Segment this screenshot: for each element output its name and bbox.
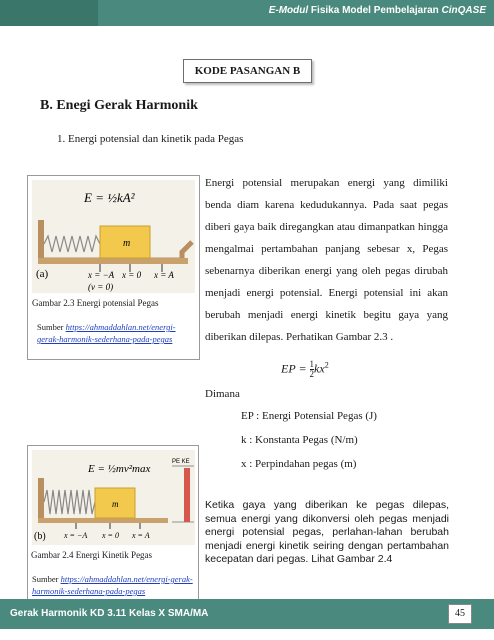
header-accent (0, 0, 98, 26)
figure1-axis-label-3: x = A (154, 270, 174, 280)
figure2-illustration (32, 450, 195, 545)
figure1-formula: E = ½kA² (84, 190, 135, 205)
figure2-source-link[interactable]: https://ahmaddahlan.net/energi-gerak-harmonik-sederhana-pada-pegas (32, 574, 193, 596)
subsection-title: 1. Energi potensial dan kinetik pada Pegas (57, 133, 244, 145)
figure-potential-energy (27, 175, 200, 360)
figure1-illustration (32, 180, 195, 293)
formula-exponent: 2 (324, 360, 329, 370)
definition-x: x : Perpindahan pegas (m) (241, 458, 357, 470)
figure2-caption: Gambar 2.4 Energi Kinetik Pegas (31, 550, 153, 560)
code-box: KODE PASANGAN B (183, 59, 312, 83)
figure-kinetic-energy (27, 445, 199, 605)
page-number: 45 (448, 604, 472, 624)
dimana-label: Dimana (205, 388, 240, 400)
figure2-source (32, 573, 196, 597)
figure2-axis-label-2: x = 0 (102, 531, 119, 540)
header-middle: Fisika Model Pembelajaran (308, 5, 442, 16)
figure1-source-link[interactable]: https://ahmaddahlan.net/energi-gerak-harmonik-sederhana-pada-pegas (37, 322, 176, 344)
figure1-source-prefix: Sumber (37, 322, 66, 332)
header-title (269, 5, 486, 16)
figure1-axis-label-2: x = 0 (122, 270, 142, 280)
figure1-source (37, 321, 197, 345)
section-title: B. Enegi Gerak Harmonik (40, 98, 198, 113)
formula-lhs: EP = (281, 361, 310, 376)
figure1-axis-label-1: x = −A (88, 270, 115, 280)
figure1-panel-label: (a) (36, 268, 49, 280)
figure2-bar-labels: PE KE (172, 459, 190, 465)
formula-denominator: 2 (309, 369, 315, 379)
figure2-formula: E = ½mv²max (88, 463, 151, 475)
figure1-velocity: (v = 0) (88, 282, 114, 292)
header-prefix: E-Modul (268, 5, 309, 16)
figure1-block-label: m (123, 238, 131, 249)
body-paragraph-2: Ketika gaya yang diberikan ke pegas dilepas, semua energi yang dikonversi oleh pegas menjadi energi potensial pegas, perlahan-lahan berubah menjadi energi kinetik seiring dengan pertambahan kecepatan dari pegas. Lihat Gambar 2.4 (205, 499, 449, 566)
figure2-block-label: m (112, 499, 119, 509)
figure2-panel-label: (b) (34, 531, 46, 542)
figure1-caption: Gambar 2.3 Energi potensial Pegas (32, 298, 159, 308)
header-suffix: CinQASE (441, 5, 486, 16)
definition-ep: EP : Energi Potensial Pegas (J) (241, 410, 377, 422)
definition-k: k : Konstanta Pegas (N/m) (241, 434, 358, 446)
figure2-axis-label-3: x = A (132, 531, 150, 540)
body-paragraph: Energi potensial merupakan energi yang dimiliki benda diam karena kedudukannya. Pada saat pegas diberi gaya baik diregangkan atau dimanpatkan hingga mengalmai pertambahan panjang sebesar x, Pegas sebenarnya diberikan energi yang oleh pegas dirubah menjadi energi potensial. Energi potensial ini akan berubah menjadi energi kinetik begitu gaya yang diberikan dilepas. Perhatikan Gambar 2.3 . (205, 177, 448, 343)
formula-rhs: kx (314, 361, 325, 376)
figure2-axis-label-1: x = −A (64, 531, 88, 540)
footer-title: Gerak Harmonik KD 3.11 Kelas X SMA/MA (10, 608, 209, 619)
figure2-source-prefix: Sumber (32, 574, 61, 584)
formula-numerator: 1 (309, 359, 315, 369)
ep-formula (281, 360, 329, 379)
